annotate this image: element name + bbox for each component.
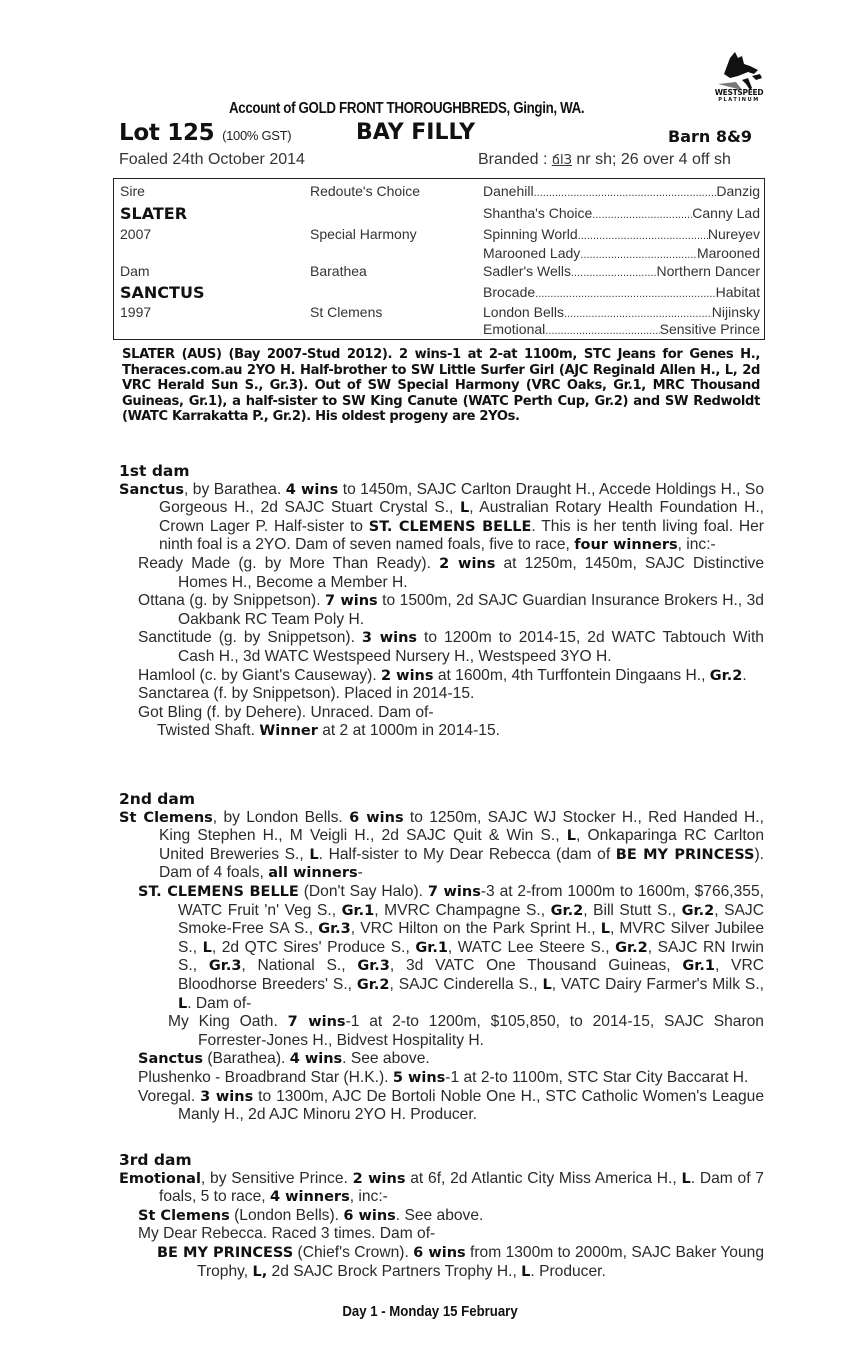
text: , 3d VATC One Thousand Guineas, <box>389 957 683 975</box>
dam-label: Dam <box>120 263 150 279</box>
brand-mark-icon: ճlЗ <box>551 153 572 168</box>
listed-badge: L <box>681 1170 691 1187</box>
ancestor-name: Shantha's Choice <box>483 205 593 221</box>
ancestor-row <box>483 245 760 261</box>
progeny-entry <box>119 883 764 1013</box>
ancestor-name: London Bells <box>483 304 564 320</box>
grade-badge: Gr.1 <box>682 958 715 975</box>
grandprogeny-entry <box>119 722 764 741</box>
progeny-entry <box>119 1050 764 1069</box>
sire-year: 2007 <box>120 226 152 242</box>
gst-note: (100% GST) <box>222 128 292 143</box>
text: at 6f, 2d Atlantic City Miss America H., <box>405 1169 682 1187</box>
wins: 6 wins <box>413 1244 466 1261</box>
wins: 5 wins <box>392 1069 446 1086</box>
ancestor-sire: Sensitive Prince <box>659 321 760 337</box>
text: at 2 at 1000m in 2014-15. <box>317 722 500 740</box>
progeny-entry <box>119 1069 764 1088</box>
text: , by London Bells. <box>212 808 350 826</box>
text: . Dam of 7 foals, 5 to race, <box>159 1169 764 1206</box>
wins: 4 wins <box>289 1051 343 1068</box>
sex-color: BAY FILLY <box>356 120 476 145</box>
text: Ready Made (g. by More Than Ready). <box>138 554 440 572</box>
text: , 2d QTC Sires' Produce S., <box>211 938 416 956</box>
wins: 2 wins <box>439 555 496 572</box>
section-heading: 1st dam <box>119 462 190 480</box>
sale-day-footer: Day 1 - Monday 15 February <box>342 1303 518 1320</box>
progeny-entry <box>119 685 764 704</box>
horse-name: ST. CLEMENS BELLE <box>138 883 299 900</box>
second-dam-section <box>119 790 764 1125</box>
text: (Don't Say Halo). <box>298 882 428 900</box>
listed-badge: L <box>566 828 577 845</box>
foaled-date: Foaled 24th October 2014 <box>119 151 305 168</box>
winners: all winners <box>268 865 358 882</box>
lot-label: Lot 125 <box>119 120 215 146</box>
progeny-entry <box>119 1207 764 1226</box>
text: Hamlool (c. by Giant's Causeway). <box>138 666 382 684</box>
text: . This is her tenth living foal. Her ninth foal is a 2YO. Dam of seven named foals, five to race, <box>159 517 764 554</box>
progeny-entry <box>119 704 764 723</box>
grandprogeny-entry <box>119 1244 764 1281</box>
horse-name: ST. CLEMENS BELLE <box>368 518 532 535</box>
text: Twisted Shaft. <box>157 722 260 740</box>
listed-badge: L <box>542 976 552 993</box>
progeny-entry <box>119 1088 764 1125</box>
text: , SAJC Smoke-Free SA S., <box>178 901 764 938</box>
text: Got Bling (f. by Dehere). Unraced. Dam of- <box>138 703 434 721</box>
grade-badge: Gr.2 <box>550 902 584 919</box>
grandprogeny-entry <box>119 1013 764 1050</box>
grandsire-maternal: Barathea <box>310 263 367 279</box>
text: , WATC Lee Steere S., <box>447 938 616 956</box>
ancestor-row <box>483 263 760 279</box>
ancestor-sire: Marooned <box>696 245 760 261</box>
lot-number <box>119 120 291 146</box>
text: . Producer. <box>530 1262 606 1280</box>
text: , by Sensitive Prince. <box>200 1169 353 1187</box>
wins: 2 wins <box>381 667 434 684</box>
sire-name: SLATER <box>120 204 188 223</box>
listed-badge: L <box>309 846 319 863</box>
grade-badge: Gr.2 <box>709 667 743 684</box>
text: to 1300m, AJC De Bortoli Noble One H., STC Catholic Women's League Manly H., 2d AJC Minoru 2YO H. Producer. <box>178 1087 764 1124</box>
text: Voregal. <box>138 1087 201 1105</box>
grandsire-paternal: Redoute's Choice <box>310 183 421 199</box>
ancestor-sire: Northern Dancer <box>656 263 760 279</box>
listed-badge: L <box>178 995 188 1012</box>
westspeed-platinum-logo <box>708 44 770 108</box>
listed-badge: L, <box>252 1263 268 1280</box>
progeny-entry <box>119 629 764 666</box>
branded-detail: nr sh; 26 over 4 off sh <box>571 151 731 168</box>
horse-name: BE MY PRINCESS <box>157 1244 294 1261</box>
wins: 3 wins <box>200 1088 254 1105</box>
text: at 1250m, 1450m, SAJC Distinctive Homes H., Become a Member H. <box>178 554 765 591</box>
text: -1 at 2-to 1200m, $105,850, to 2014-15, SAJC Sharon Forrester-Jones H., Bidvest Hospitality H. <box>198 1013 764 1049</box>
ancestor-sire: Canny Lad <box>692 205 760 221</box>
winners: four winners <box>574 537 678 554</box>
listed-badge: L <box>521 1263 531 1280</box>
text: , MVRC Champagne S., <box>374 901 551 919</box>
text: (London Bells). <box>229 1206 344 1224</box>
text: , SAJC Cinderella S., <box>389 975 543 993</box>
text: (Barathea). <box>203 1050 290 1068</box>
ancestor-sire: Habitat <box>715 284 760 300</box>
ancestor-row <box>483 284 760 300</box>
progeny-entry <box>119 592 764 629</box>
text: , VRC Bloodhorse Breeders' S., <box>178 957 764 993</box>
horse-name: St Clemens <box>119 809 213 826</box>
horse-name: Sanctus <box>119 481 185 498</box>
sire-label: Sire <box>120 183 145 199</box>
text: at 1600m, 4th Turffontein Dingaans H., <box>433 666 710 684</box>
text: to 1450m, SAJC Carlton Draught H., Accede Holdings H., So Gorgeous H., 2d SAJC Stuart Crystal S., <box>159 480 764 517</box>
pedigree-table <box>113 178 765 340</box>
text: to 1200m to 2014-15, 2d WATC Tabtouch With Cash H., 3d WATC Westspeed Nursery H., Westspeed 3YO H. <box>178 629 764 665</box>
text: . See above. <box>395 1206 484 1224</box>
horse-name: Sanctus <box>138 1051 204 1068</box>
text: , inc:- <box>677 536 716 554</box>
grade-badge: Gr.3 <box>208 958 242 975</box>
wins: 6 wins <box>349 809 404 826</box>
text: ). Dam of 4 foals, <box>159 845 765 882</box>
horse-name: Emotional <box>119 1170 201 1187</box>
wins: 7 wins <box>325 593 378 610</box>
text: Sanctarea (f. by Snippetson). Placed in 2014-15. <box>138 685 475 703</box>
text: . See above. <box>342 1050 430 1068</box>
grade-badge: Gr.1 <box>341 902 375 919</box>
text: , by Barathea. <box>184 480 286 498</box>
wins: 7 wins <box>427 883 481 900</box>
vendor-account: Account of GOLD FRONT THOROUGHBREDS, Gingin, WA. <box>229 100 585 117</box>
text: (Chief's Crown). <box>293 1243 414 1261</box>
dam-entry <box>119 809 764 883</box>
ancestor-name: Sadler's Wells <box>483 263 571 279</box>
dam-entry <box>119 1170 764 1207</box>
listed-badge: L <box>600 921 610 938</box>
text: , Bill Stutt S., <box>583 901 682 919</box>
progeny-entry <box>119 667 764 686</box>
ancestor-row <box>483 183 760 199</box>
first-dam-section <box>119 462 764 741</box>
text: - <box>357 864 363 882</box>
ancestor-name: Spinning World <box>483 226 578 242</box>
text: -1 at 2-to 1100m, STC Star City Baccarat H. <box>445 1068 749 1086</box>
section-heading: 3rd dam <box>119 1151 192 1169</box>
text: , MVRC Silver Jubilee S., <box>178 920 764 956</box>
ancestor-name: Danehill <box>483 183 534 199</box>
grade-badge: Gr.3 <box>357 958 390 975</box>
listed-badge: L <box>459 500 470 517</box>
dam-entry <box>119 481 764 555</box>
ancestor-sire: Nureyev <box>707 226 760 242</box>
horse-name: St Clemens <box>138 1207 230 1224</box>
grade-badge: Gr.2 <box>615 939 648 956</box>
text: Ottana (g. by Snippetson). <box>138 592 326 610</box>
text: My Dear Rebecca. Raced 3 times. Dam of- <box>138 1225 436 1243</box>
ancestor-row <box>483 226 760 242</box>
wins: 3 wins <box>361 630 418 647</box>
text: . Dam of- <box>187 994 252 1012</box>
wins: 2 wins <box>352 1170 406 1187</box>
ancestor-name: Brocade <box>483 284 536 300</box>
third-dam-section <box>119 1151 764 1281</box>
grade-badge: Gr.1 <box>415 939 448 956</box>
dam-name: SANCTUS <box>120 283 205 302</box>
grade-badge: Gr.2 <box>681 902 715 919</box>
wins: 6 wins <box>343 1207 396 1224</box>
ancestor-row <box>483 304 760 320</box>
text: 2d SAJC Brock Partners Trophy H., <box>267 1262 522 1280</box>
text: My King Oath. <box>168 1013 288 1031</box>
text: , VATC Dairy Farmer's Milk S., <box>551 975 764 993</box>
ancestor-sire: Nijinsky <box>711 304 760 320</box>
wins: 4 wins <box>285 481 339 498</box>
progeny-entry <box>119 1225 764 1244</box>
text: . <box>742 666 747 684</box>
text: Sanctitude (g. by Snippetson). <box>138 629 362 647</box>
dam-year: 1997 <box>120 304 152 320</box>
text: to 1250m, SAJC WJ Stocker H., Red Handed H., King Stephen H., M Veigli H., 2d SAJC Quit & Win S., <box>159 808 764 845</box>
wins: Winner <box>259 723 318 740</box>
progeny-entry <box>119 555 764 592</box>
section-heading: 2nd dam <box>119 790 196 808</box>
text: , Onkaparinga RC Carlton United Breweries S., <box>159 827 764 863</box>
granddam-paternal: Special Harmony <box>310 226 417 242</box>
text: from 1300m to 2000m, SAJC Baker Young Trophy, <box>197 1243 765 1280</box>
text: . Half-sister to My Dear Rebecca (dam of <box>318 845 616 863</box>
branded-info <box>478 151 731 169</box>
ancestor-row <box>483 205 760 221</box>
logo-sub-text: PLATINUM <box>718 97 760 103</box>
barn-number: Barn 8&9 <box>668 127 753 146</box>
text: , VRC Hilton on the Park Sprint H., <box>350 920 601 938</box>
text: , Australian Rotary Health Foundation H., Crown Lager P. Half-sister to <box>159 499 764 535</box>
ancestor-row <box>483 321 760 337</box>
text: , National S., <box>241 957 358 975</box>
wins: 7 wins <box>287 1014 346 1031</box>
text: to 1500m, 2d SAJC Guardian Insurance Brokers H., 3d Oakbank RC Team Poly H. <box>178 592 764 628</box>
grade-badge: Gr.2 <box>356 976 390 993</box>
text: , inc:- <box>349 1188 388 1206</box>
text: , SAJC RN Irwin S., <box>178 938 764 975</box>
sire-summary: SLATER (AUS) (Bay 2007-Stud 2012). 2 wins-1 at 2-at 1100m, STC Jeans for Genes H., Theraces.com.au 2YO H. Half-brother to SW Little Surfer Girl (AJC Reginald Allen H., L, 2d VRC Herald Sun S., Gr.3). Out of SW Special Harmony (VRC Oaks, Gr.1, MRC Thousand Guineas, Gr.1), a half-sister to SW King Canute (WATC Perth Cup, Gr.2) and SW Redwoldt (WATC Karrakatta P., Gr.2). His oldest progeny are 2YOs. <box>122 347 760 424</box>
ancestor-sire: Danzig <box>716 183 760 199</box>
text: -3 at 2-from 1000m to 1600m, $766,355, WATC Fruit 'n' Veg S., <box>178 882 764 919</box>
logo-brand-text: WESTSPEED <box>714 88 764 97</box>
granddam-maternal: St Clemens <box>310 304 383 320</box>
ancestor-name: Emotional <box>483 321 546 337</box>
winners: 4 winners <box>269 1189 350 1206</box>
horse-name: BE MY PRINCESS <box>615 846 755 863</box>
grade-badge: Gr.3 <box>318 921 351 938</box>
listed-badge: L <box>202 939 212 956</box>
ancestor-name: Marooned Lady <box>483 245 581 261</box>
text: Plushenko - Broadbrand Star (H.K.). <box>138 1068 393 1086</box>
branded-label: Branded : <box>478 151 552 168</box>
